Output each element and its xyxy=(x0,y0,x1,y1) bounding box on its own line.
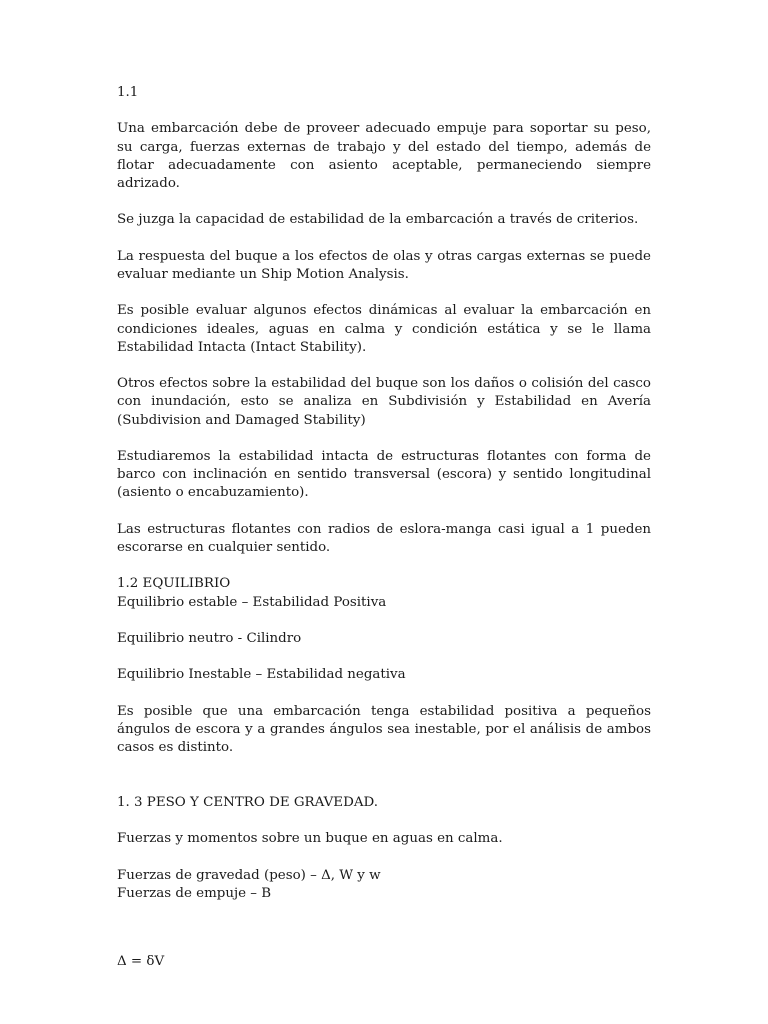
section-heading-1-1: 1.1 xyxy=(117,85,139,100)
equilibrium-neutral: Equilibrio neutro - Cilindro xyxy=(117,630,302,646)
paragraph-study-scope: Estudiaremos la estabilidad intacta de estructuras flotantes con forma de barco con inclinación en sentido transversal (escora) y sentido longitudinal (asiento o encabuzamiento). xyxy=(117,448,651,501)
buoyancy-forces: Fuerzas de empuje – B xyxy=(117,885,272,901)
equilibrium-stable: Equilibrio estable – Estabilidad Positiva xyxy=(117,594,387,610)
equilibrium-unstable: Equilibrio Inestable – Estabilidad negativa xyxy=(117,667,406,683)
equilibrium-block xyxy=(117,575,651,611)
paragraph-stability-criteria: Se juzga la capacidad de estabilidad de la embarcación a través de criterios. xyxy=(117,212,639,228)
paragraph-buoyancy-requirements: Una embarcación debe de proveer adecuado empuje para soportar su peso, su carga, fuerzas externas de trabajo y del estado del tiempo, además de flotar adecuadamente con asiento aceptable, permaneciendo siempre adrizado. xyxy=(117,121,651,191)
paragraph-forces-intro: Fuerzas y momentos sobre un buque en aguas en calma. xyxy=(117,831,503,847)
paragraph-ship-motion-analysis: La respuesta del buque a los efectos de olas y otras cargas externas se puede evaluar mediante un Ship Motion Analysis. xyxy=(117,248,651,282)
paragraph-damaged-stability: Otros efectos sobre la estabilidad del buque son los daños o colisión del casco con inundación, esto se analiza en Subdivisión y Estabilidad en Avería (Subdivision and Damaged Stability) xyxy=(117,376,651,428)
paragraph-stability-angles: Es posible que una embarcación tenga estabilidad positiva a pequeños ángulos de escora y a grandes ángulos sea inestable, por el análisis de ambos casos es distinto. xyxy=(117,703,651,756)
section-heading-1-2: 1.2 EQUILIBRIO xyxy=(117,576,231,592)
forces-block xyxy=(117,867,651,903)
displacement-formula: Δ = δV xyxy=(117,953,165,969)
paragraph-floating-structures: Las estructuras flotantes con radios de eslora-manga casi igual a 1 pueden escorarse en cualquier sentido. xyxy=(117,521,651,555)
gravity-forces: Fuerzas de gravedad (peso) – Δ, W y w xyxy=(117,867,381,883)
document-page xyxy=(117,84,651,989)
paragraph-intact-stability: Es posible evaluar algunos efectos dinámicas al evaluar la embarcación en condiciones ideales, aguas en calma y condición estática y se le llama Estabilidad Intacta (Intact Stability). xyxy=(117,303,651,355)
section-heading-1-3: 1. 3 PESO Y CENTRO DE GRAVEDAD. xyxy=(117,794,378,810)
